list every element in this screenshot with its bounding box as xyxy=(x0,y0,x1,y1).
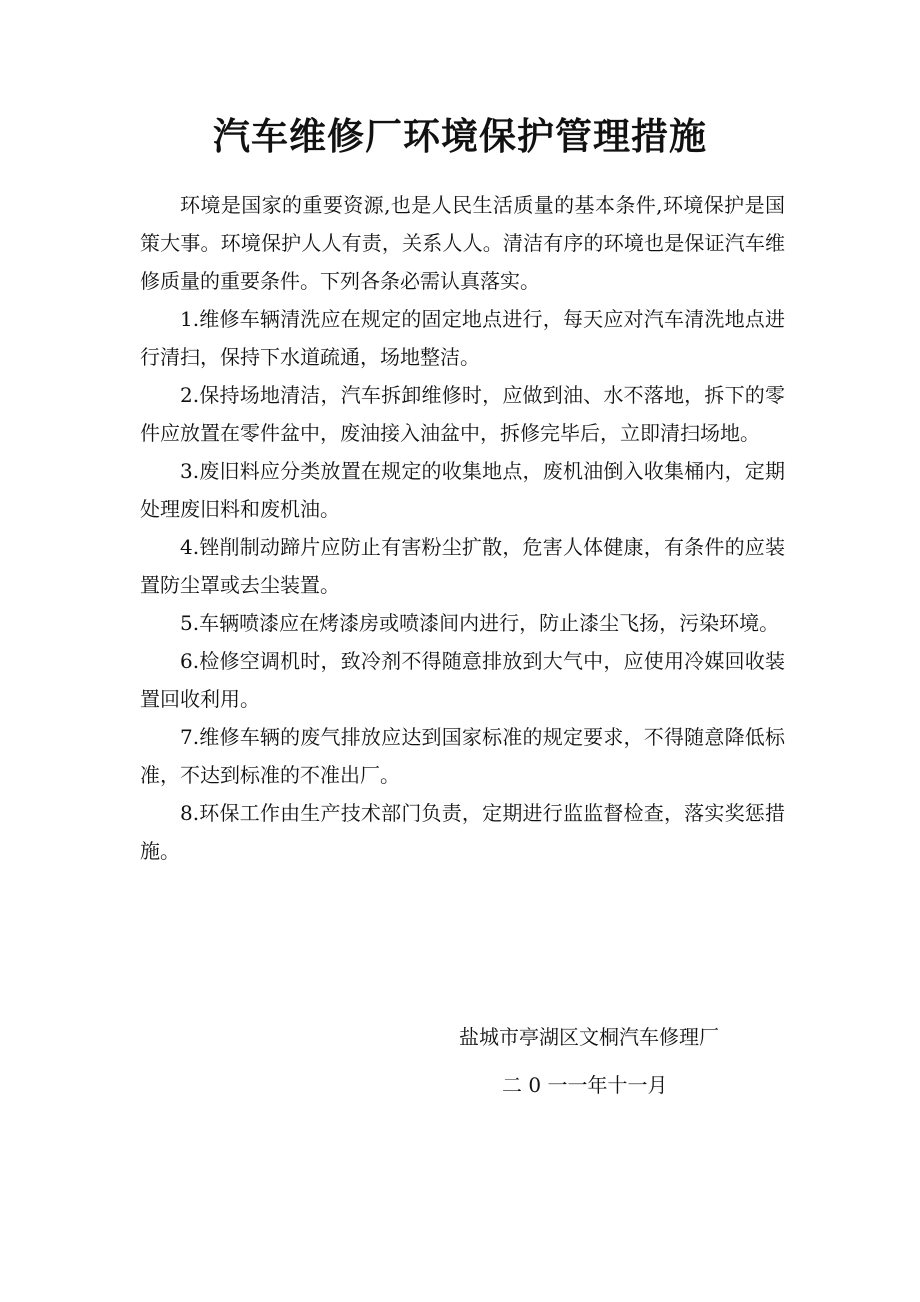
measure-item-2: 2.保持场地清洁，汽车拆卸维修时，应做到油、水不落地，拆下的零件应放置在零件盆中，废油接入油盆中，拆修完毕后，立即清扫场地。 xyxy=(140,383,785,445)
measure-item-4: 4.锉削制动蹄片应防止有害粉尘扩散，危害人体健康，有条件的应装置防尘罩或去尘装置。 xyxy=(140,535,785,597)
document-title: 汽车维修厂环境保护管理措施 xyxy=(213,114,707,158)
signature-organization: 盐城市亭湖区文桐汽车修理厂 xyxy=(459,1025,719,1049)
measure-item-8: 8.环保工作由生产技术部门负责，定期进行监监督检查，落实奖惩措施。 xyxy=(140,801,785,863)
signature-date: 二 0 一一年十一月 xyxy=(502,1073,668,1097)
measure-item-3: 3.废旧料应分类放置在规定的收集地点，废机油倒入收集桶内，定期处理废旧料和废机油。 xyxy=(140,459,785,521)
measure-item-6: 6.检修空调机时，致冷剂不得随意排放到大气中，应使用冷媒回收装置回收利用。 xyxy=(140,649,785,711)
measure-item-5: 5.车辆喷漆应在烤漆房或喷漆间内进行，防止漆尘飞扬，污染环境。 xyxy=(180,611,780,635)
measure-item-7: 7.维修车辆的废气排放应达到国家标准的规定要求，不得随意降低标准，不达到标准的不准出厂。 xyxy=(140,725,785,787)
document-body xyxy=(140,186,785,870)
intro-paragraph: 环境是国家的重要资源,也是人民生活质量的基本条件,环境保护是国策大事。环境保护人人有责，关系人人。清洁有序的环境也是保证汽车维修质量的重要条件。下列各条必需认真落实。 xyxy=(140,193,785,293)
measure-item-1: 1.维修车辆清洗应在规定的固定地点进行，每天应对汽车清洗地点进行清扫，保持下水道疏通，场地整洁。 xyxy=(140,307,785,369)
